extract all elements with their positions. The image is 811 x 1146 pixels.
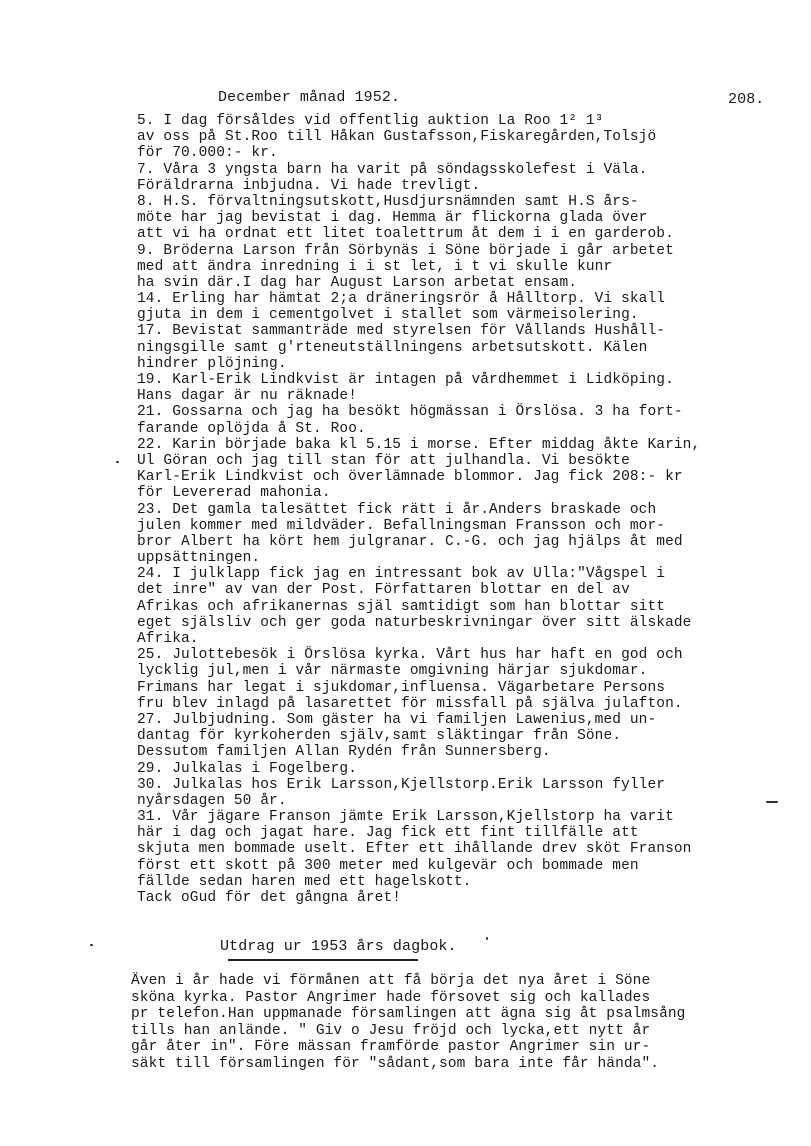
entry-line: 30. Julkalas hos Erik Larsson,Kjellstorp.Erik Larsson fyller [137,776,666,793]
diary-entry [137,761,777,777]
page-title: December månad 1952. [218,89,401,106]
scan-speck [90,944,93,946]
entry-line: av oss på St.Roo till Håkan Gustafsson,Fiskaregården,Tolsjö [137,129,657,146]
entry-line: Ul Göran och jag till stan för att julhandla. Vi besökte [137,452,630,469]
diary-entry [137,502,777,567]
entry-line: farande oplöjda å St. Roo. [137,420,366,437]
diary-entry [137,777,777,809]
diary-entry [137,647,777,712]
diary-entry [137,243,777,292]
entry-line: Hans dagar är nu räknade! [137,388,358,405]
diary-entry [137,194,777,243]
diary-entries [137,113,777,906]
excerpt-line: sköna kyrka. Pastor Angrimer hade försovet sig och kallades [131,989,651,1006]
entry-line: Tack oGud för det gångna året! [137,890,402,906]
entry-line: 24. I julklapp fick jag en intressant bok av Ulla:"Vågspel i [137,566,666,583]
diary-excerpt [131,973,771,1073]
entry-line: 5. I dag försåldes vid offentlig auktion La Roo 1² 1³ [137,113,604,129]
entry-line: det inre" av van der Post. Författaren blottar en del av [137,582,630,599]
entry-line: 17. Bevistat sammanträde med styrelsen för Vållands Hushåll- [137,323,666,340]
entry-line: 23. Det gamla talesättet fick rätt i år.Anders braskade och [137,501,657,518]
diary-entry [137,323,777,372]
entry-line: 27. Julbjudning. Som gäster ha vi familjen Lawenius,med un- [137,711,657,728]
entry-line: ningsgille samt g'rteneutställningens arbetsutskott. Kälen [137,339,648,356]
entry-line: skjuta men bommade uselt. Efter ett ihållande drev sköt Franson [137,841,692,858]
entry-line: bror Albert ha kört hem julgranar. C.-G. och jag hjälps åt med [137,533,683,550]
scan-speck [116,461,119,463]
excerpt-line: Även i år hade vi förmånen att få börja det nya året i Söne [131,973,651,989]
entry-line: 9. Bröderna Larson från Sörbynäs i Söne började i går arbetet [137,242,674,259]
diary-entry [137,291,777,323]
entry-line: Frimans har legat i sjukdomar,influensa. Vägarbetare Persons [137,679,666,696]
entry-line: uppsättningen. [137,550,261,567]
entry-line: ha svin där.I dag har August Larson arbetat ensam. [137,274,578,291]
entry-line: nyårsdagen 50 år. [137,792,287,809]
entry-line: Föräldrarna inbjudna. Vi hade trevligt. [137,177,481,194]
scan-speck [486,937,488,940]
entry-line: eget själsliv och ger goda naturbeskrivningar över sitt älskade [137,614,692,631]
entry-line: 29. Julkalas i Fogelberg. [137,760,358,777]
section-heading: Utdrag ur 1953 års dagbok. [220,938,457,955]
diary-entry [137,566,777,647]
entry-line: Karl-Erik Lindkvist och överlämnade blommor. Jag fick 208:- kr [137,469,683,486]
entry-line: här i dag och jagat hare. Jag fick ett fint tillfälle att [137,825,639,842]
entry-line: 21. Gossarna och jag ha besökt högmässan i Örslösa. 3 ha fort- [137,404,683,421]
entry-line: först ett skott på 300 meter med kulgevär och bommade men [137,857,639,874]
diary-entry [137,162,777,194]
entry-line: 22. Karin började baka kl 5.15 i morse. Efter middag åkte Karin, [137,436,701,453]
entry-line: Afrikas och afrikanernas själ samtidigt som han blottar sitt [137,598,666,615]
excerpt-line: pr telefon.Han uppmanade församlingen att ägna sig åt psalmsång [131,1006,686,1023]
entry-line: hindrer plöjning. [137,355,287,372]
diary-entry [137,404,777,436]
entry-line: 7. Våra 3 yngsta barn ha varit på söndagsskolefest i Väla. [137,161,648,178]
entry-line: Afrika. [137,631,199,647]
entry-line: möte har jag bevistat i dag. Hemma är flickorna glada över [137,210,648,227]
entry-line: att vi ha ordnat ett litet toalettrum åt dem i i en garderob. [137,226,674,243]
entry-line: för Levererad mahonia. [137,485,331,502]
excerpt-line: säkt till församlingen för "sådant,som bara inte får hända". [131,1055,660,1072]
entry-line: Dessutom familjen Allan Rydén från Sunnersberg. [137,744,551,761]
entry-line: för 70.000:- kr. [137,145,278,162]
page-number: 208. [728,91,765,108]
entry-line: 14. Erling har hämtat 2;a dräneringsrör å Hålltorp. Vi skall [137,291,666,308]
entry-line: fru blev inlagd på lasarettet för missfall på själva julafton. [137,695,683,712]
entry-line: 8. H.S. förvaltningsutskott,Husdjursnämnden samt H.S års- [137,193,639,210]
diary-entry [137,113,777,162]
entry-line: 25. Julottebesök i Örslösa kyrka. Vårt hus har haft en god och [137,647,683,664]
entry-line: 31. Vår jägare Franson jämte Erik Larsson,Kjellstorp ha varit [137,809,674,826]
entry-line: fällde sedan haren med ett hagelskott. [137,873,472,890]
entry-line: 19. Karl-Erik Lindkvist är intagen på vårdhemmet i Lidköping. [137,372,674,388]
excerpt-line: tills han anlände. " Giv o Jesu fröjd och lycka,ett nytt år [131,1022,651,1039]
diary-entry [137,712,777,761]
diary-entry [137,437,777,502]
entry-line: med att ändra inredning i i st let, i t vi skulle kunr [137,258,613,275]
excerpt-line: går åter in". Före mässan framförde pastor Angrimer sin ur- [131,1039,651,1056]
scan-speck [766,801,778,803]
entry-line: dantag för kyrkoherden själv,samt släktingar från Söne. [137,728,622,745]
diary-entry [137,809,777,906]
diary-entry [137,372,777,404]
section-underline [228,959,418,961]
entry-line: gjuta in dem i cementgolvet i stallet som värmeisolering. [137,307,639,324]
entry-line: lycklig jul,men i vår närmaste omgivning härjar sjukdomar. [137,663,648,680]
entry-line: julen kommer med mildväder. Befallningsman Fransson och mor- [137,517,666,534]
